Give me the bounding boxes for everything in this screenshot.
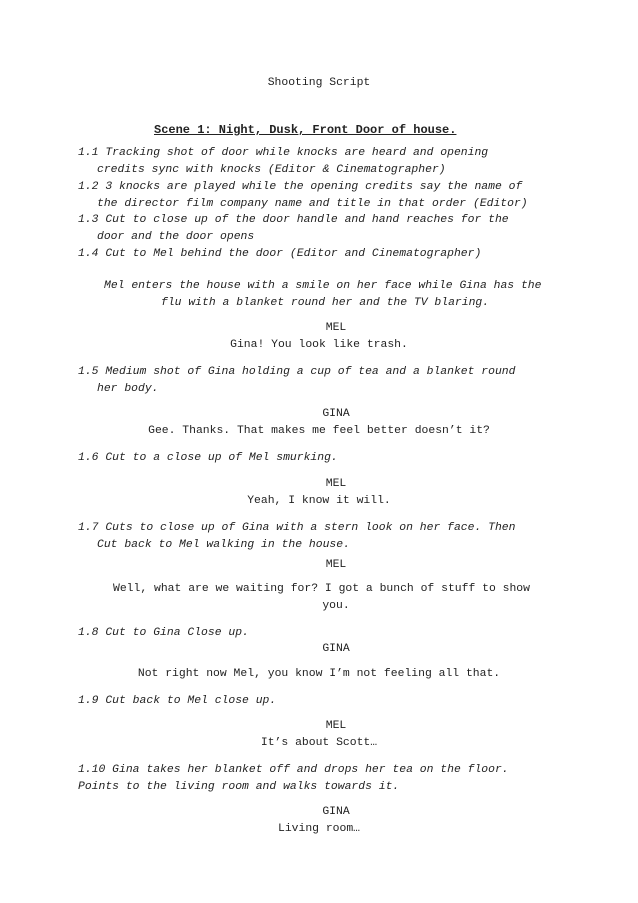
shot-1-2-line2: the director film company name and title in that order (Editor) <box>97 198 528 210</box>
character-cue: MEL <box>325 720 347 732</box>
action-line-2: flu with a blanket round her and the TV blaring. <box>161 297 490 309</box>
shot-1-1-line2: credits sync with knocks (Editor & Cinematographer) <box>97 164 446 176</box>
shot-1-5-line1: 1.5 Medium shot of Gina holding a cup of tea and a blanket round <box>78 366 516 378</box>
shot-1-8: 1.8 Cut to Gina Close up. <box>78 627 249 639</box>
dialogue-line: Living room… <box>277 823 361 835</box>
shot-1-2-line1: 1.2 3 knocks are played while the opening credits say the name of <box>78 181 523 193</box>
shot-1-3-line2: door and the door opens <box>97 231 255 243</box>
shot-1-5-line2: her body. <box>97 383 159 395</box>
character-cue: MEL <box>325 559 347 571</box>
shot-1-4: 1.4 Cut to Mel behind the door (Editor and Cinematographer) <box>78 248 482 260</box>
character-cue: GINA <box>322 643 350 655</box>
dialogue-line: Well, what are we waiting for? I got a bunch of stuff to show <box>113 583 530 595</box>
character-cue: MEL <box>325 322 347 334</box>
dialogue-line: Not right now Mel, you know I’m not feeling all that. <box>137 668 501 680</box>
character-cue: GINA <box>322 806 350 818</box>
dialogue-line: It’s about Scott… <box>260 737 378 749</box>
dialogue-line: Yeah, I know it will. <box>247 495 391 507</box>
dialogue-line: Gina! You look like trash. <box>230 339 408 351</box>
shot-1-10-line2: Points to the living room and walks towards it. <box>78 781 400 793</box>
shot-1-6: 1.6 Cut to a close up of Mel smurking. <box>78 452 338 464</box>
shot-1-3-line1: 1.3 Cut to close up of the door handle and hand reaches for the <box>78 214 509 226</box>
shot-1-10-line1: 1.10 Gina takes her blanket off and drops her tea on the floor. <box>78 764 509 776</box>
action-line-1: Mel enters the house with a smile on her face while Gina has the <box>104 280 542 292</box>
character-cue: MEL <box>325 478 347 490</box>
shot-1-7-line2: Cut back to Mel walking in the house. <box>97 539 350 551</box>
shot-1-1-line1: 1.1 Tracking shot of door while knocks are heard and opening <box>78 147 489 159</box>
document-title: Shooting Script <box>267 77 371 89</box>
dialogue-line: Gee. Thanks. That makes me feel better doesn’t it? <box>148 425 490 437</box>
character-cue: GINA <box>322 408 350 420</box>
shot-1-7-line1: 1.7 Cuts to close up of Gina with a stern look on her face. Then <box>78 522 516 534</box>
scene-heading: Scene 1: Night, Dusk, Front Door of house. <box>154 123 457 137</box>
dialogue-line-cont: you. <box>322 600 350 612</box>
shot-1-9: 1.9 Cut back to Mel close up. <box>78 695 277 707</box>
